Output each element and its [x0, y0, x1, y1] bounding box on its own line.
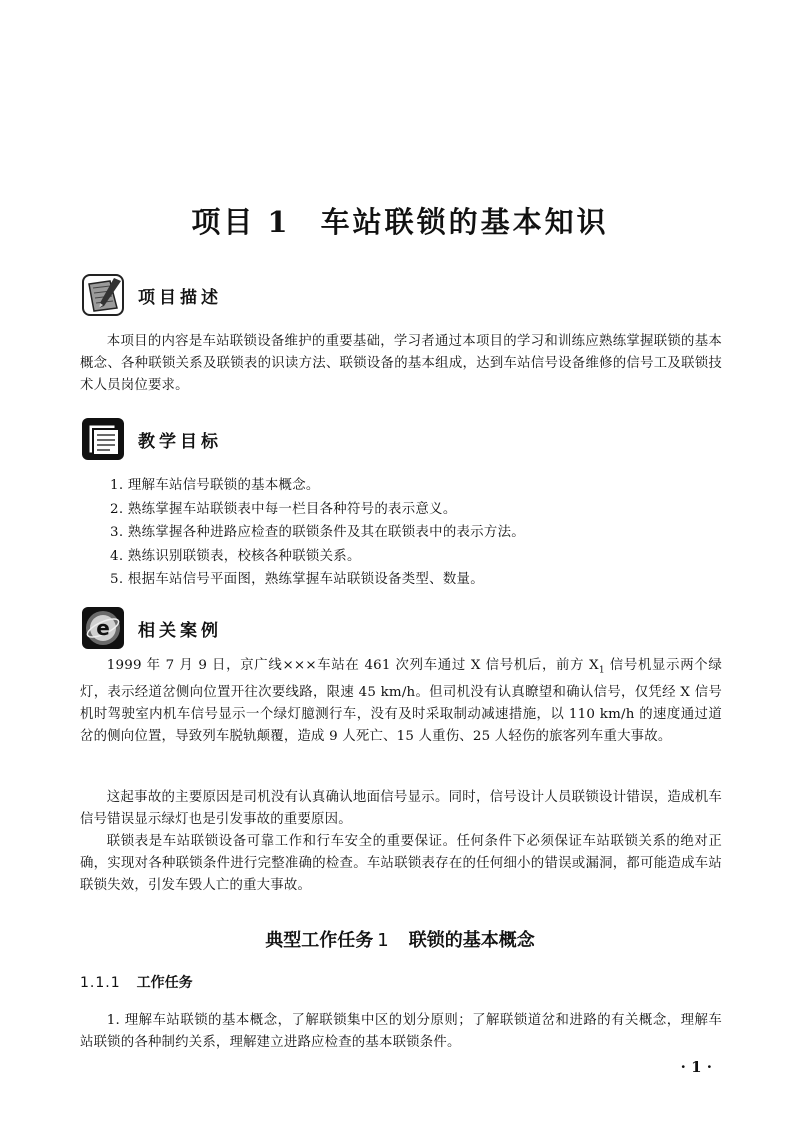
section-description-header [80, 270, 222, 320]
chapter-title [0, 200, 800, 241]
task-title-text: 联锁的基本概念 [408, 930, 535, 951]
subsection-title: 工作任务 [136, 975, 193, 991]
pen-paper-icon [80, 272, 126, 318]
task-number: 1 [377, 930, 389, 951]
chapter-title-text: 车站联锁的基本知识 [320, 205, 609, 239]
case-p1-text-b: 信号机显示两个绿灯，表示经道岔侧向位置开往次要线路，限速 45 km/h。但司机没有认真瞭望和确认信号，仅凭经 X 信号机时驾驶室内机车信号显示一个绿灯臆测行车，没有及时采取制动减速措施，以 110 km/h 的速度通过道岔的侧向位置，导致列车脱轨颠覆，造成 9 人死亡、15 人重伤、25 人轻伤的旅客列车重大事故。 [80, 658, 722, 744]
task-heading [0, 926, 800, 952]
objective-item: 1. 理解车站信号联锁的基本概念。 [110, 478, 320, 493]
svg-text:e: e [96, 616, 110, 640]
case-paragraph-3: 联锁表是车站联锁设备可靠工作和行车安全的重要保证。任何条件下必须保证车站联锁关系的绝对正确，实现对各种联锁条件进行完整准确的检查。车站联锁表存在的任何细小的错误或漏洞，都可能造成车站联锁失效，引发车毁人亡的重大事故。 [80, 834, 722, 893]
section-objectives-header [80, 414, 222, 464]
subsection-heading [80, 972, 193, 992]
objective-item: 3. 熟练掌握各种进路应检查的联锁条件及其在联锁表中的表示方法。 [110, 525, 525, 540]
case-paragraph-2: 这起事故的主要原因是司机没有认真确认地面信号显示。同时，信号设计人员联锁设计错误，造成机车信号错误显示绿灯也是引发事故的重要原因。 [80, 790, 722, 827]
description-paragraph: 本项目的内容是车站联锁设备维护的重要基础，学习者通过本项目的学习和训练应熟练掌握联锁的基本概念、各种联锁关系及联锁表的识读方法、联锁设备的基本组成，达到车站信号设备维修的信号工及联锁技术人员岗位要求。 [80, 334, 722, 393]
subsection-number: 1.1.1 [80, 975, 121, 991]
section-case-label: 相关案例 [138, 620, 222, 641]
case-p1-text-a: 1999 年 7 月 9 日，京广线×××车站在 461 次列车通过 X 信号机后，前方 X [106, 658, 599, 673]
chapter-prefix: 项目 [191, 205, 256, 239]
objective-item: 2. 熟练掌握车站联锁表中每一栏目各种符号的表示意义。 [110, 501, 457, 517]
section-description-label: 项目描述 [138, 287, 222, 308]
case-paragraph-1 [80, 655, 722, 748]
objective-item: 5. 根据车站信号平面图，熟练掌握车站联锁设备类型、数量。 [110, 572, 484, 587]
task-paragraph: 1. 理解车站联锁的基本概念，了解联锁集中区的划分原则；了解联锁道岔和进路的有关概念，理解车站联锁的各种制约关系，理解建立进路应检查的基本联锁条件。 [80, 1013, 722, 1050]
globe-e-icon [80, 605, 126, 651]
objective-item: 4. 熟练识别联锁表，校核各种联锁关系。 [110, 548, 361, 564]
objectives-list [110, 474, 525, 592]
task-prefix: 典型工作任务 [265, 930, 374, 951]
case-p1-subscript: 1 [598, 665, 605, 676]
section-objectives-label: 教学目标 [138, 431, 222, 452]
page-number: · 1 · [680, 1058, 712, 1076]
open-book-icon [80, 416, 126, 462]
chapter-number: 1 [267, 205, 291, 239]
section-case-header [80, 603, 222, 653]
